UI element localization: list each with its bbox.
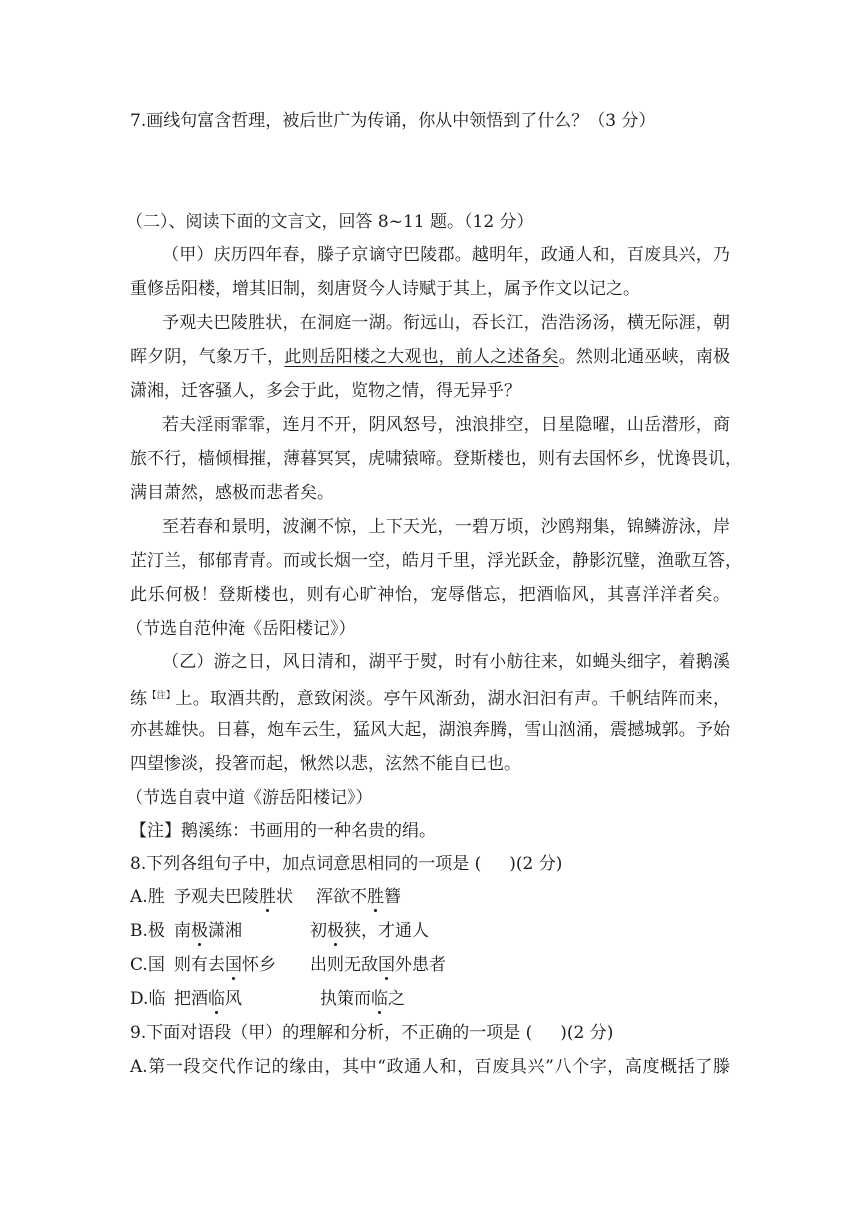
question-9 — [130, 1022, 613, 1044]
dotted-word: 国 — [225, 955, 242, 975]
q8-option-a — [130, 886, 730, 908]
annotation-note: 【注】鹅溪练：书画用的一种名贵的绢。 — [130, 821, 436, 841]
option-sentence-2: 执策而 — [320, 989, 371, 1009]
jia-p1-line1: （甲）庆历四年春，滕子京谪守巴陵郡。越明年，政通人和，百废具兴，乃 — [162, 245, 730, 265]
option-word: 国 — [147, 955, 165, 975]
dotted-word: 国 — [378, 955, 395, 975]
yi-line4: 四望惨淡，投箸而起，愀然以悲，泫然不能自已也。 — [130, 754, 521, 774]
option-sentence-1: 怀乡 — [242, 955, 276, 975]
option-letter: C. — [130, 955, 148, 975]
jia-p4-line2: 芷汀兰，郁郁青青。而或长烟一空，皓月千里，浮光跃金，静影沉璧，渔歌互答， — [130, 551, 742, 571]
yi-line1: （乙）游之日，风日清和，湖平于熨，时有小舫往来，如蝇头细字，着鹅溪 — [162, 652, 730, 672]
dotted-word: 极 — [191, 921, 208, 941]
option-sentence-2: 出则无敌 — [310, 955, 378, 975]
note-marker: 【注】 — [147, 691, 176, 701]
option-letter: A. — [130, 887, 148, 907]
option-letter: D. — [130, 989, 149, 1009]
jia-p2-text: 。然则北通巫峡，南极 — [558, 347, 731, 367]
option-sentence-1: 予观夫巴陵 — [174, 887, 259, 907]
option-sentence-1: 潇湘 — [208, 921, 242, 941]
dotted-word: 胜 — [367, 887, 384, 907]
q8-option-c — [130, 954, 730, 976]
option-sentence-1: 状 — [276, 887, 293, 907]
yi-source: （节选自袁中道《游岳阳楼记》） — [126, 788, 373, 808]
jia-p2-line3: 潇湘，迁客骚人，多会于此，览物之情，得无异乎？ — [130, 381, 521, 401]
option-sentence-2: 之 — [388, 989, 405, 1009]
jia-p4-line1: 至若春和景明，波澜不惊，上下天光，一碧万顷，沙鸥翔集，锦鳞游泳，岸 — [162, 517, 730, 537]
jia-p2-line2 — [130, 346, 730, 368]
dotted-word: 临 — [371, 989, 388, 1009]
yi-line3: 亦甚雄快。日暮，炮车云生，猛风大起，湖浪奔腾，雪山汹涌，震撼城郭。予始 — [130, 720, 730, 740]
yi-text: 练 — [130, 689, 148, 709]
yi-line2 — [130, 685, 730, 710]
question-8 — [130, 853, 562, 875]
q8-option-b — [130, 920, 730, 942]
dotted-word: 极 — [327, 921, 344, 941]
option-letter: B. — [130, 921, 148, 941]
option-sentence-1: 南 — [174, 921, 191, 941]
jia-p3-line1: 若夫淫雨霏霏，连月不开，阴风怒号，浊浪排空，日星隐曜，山岳潜形，商 — [162, 415, 730, 435]
option-sentence-2: 初 — [310, 921, 327, 941]
q9-stem: 9.下面对语段（甲）的理解和分析，不正确的一项是 ( — [130, 1023, 533, 1043]
option-sentence-2: 外患者 — [395, 955, 446, 975]
jia-p4-line3: 此乐何极！登斯楼也，则有心旷神怡，宠辱偕忘，把酒临风，其喜洋洋者矣。 — [130, 585, 730, 605]
jia-p3-line2: 旅不行，樯倾楫摧，薄暮冥冥，虎啸猿啼。登斯楼也，则有去国怀乡，忧谗畏讥， — [130, 449, 742, 469]
option-sentence-2: 浑欲不 — [316, 887, 367, 907]
option-word: 极 — [147, 921, 165, 941]
jia-p1-line2: 重修岳阳楼，增其旧制，刻唐贤今人诗赋于其上，属予作文以记之。 — [130, 279, 640, 299]
section-2-header: （二）、阅读下面的文言文，回答 8~11 题。（12 分） — [126, 212, 534, 232]
q9-score: )(2 分) — [560, 1023, 614, 1043]
option-sentence-2: 簪 — [384, 887, 401, 907]
q8-option-d — [130, 988, 730, 1010]
q9-option-a: A.第一段交代作记的缘由，其中“政通人和，百废具兴”八个字，高度概括了滕 — [130, 1057, 730, 1077]
jia-p2-text: 晖夕阴，气象万千， — [130, 347, 285, 367]
option-sentence-1: 则有去 — [174, 955, 225, 975]
yi-text: 上。取酒共酌，意致闲淡。亭午风渐劲，湖水汩汩有声。千帆结阵而来， — [175, 689, 730, 709]
q8-stem: 8.下列各组句子中，加点词意思相同的一项是 ( — [130, 854, 482, 874]
option-word: 胜 — [147, 887, 165, 907]
option-word: 临 — [148, 989, 166, 1009]
option-sentence-1: 风 — [225, 989, 242, 1009]
q8-score: )(2 分) — [509, 854, 563, 874]
dotted-word: 胜 — [259, 887, 276, 907]
dotted-word: 临 — [208, 989, 225, 1009]
option-sentence-1: 把酒 — [174, 989, 208, 1009]
jia-source: （节选自范仲淹《岳阳楼记》） — [126, 619, 356, 639]
underlined-sentence: 此则岳阳楼之大观也，前人之述备矣 — [284, 347, 559, 367]
jia-p3-line3: 满目萧然，感极而悲者矣。 — [130, 483, 334, 503]
question-7: 7.画线句富含哲理，被后世广为传诵，你从中领悟到了什么？（3 分） — [130, 111, 656, 131]
option-sentence-2: 狭，才通人 — [344, 921, 429, 941]
jia-p2-line1: 予观夫巴陵胜状，在洞庭一湖。衔远山，吞长江，浩浩汤汤，横无际涯，朝 — [162, 313, 730, 333]
